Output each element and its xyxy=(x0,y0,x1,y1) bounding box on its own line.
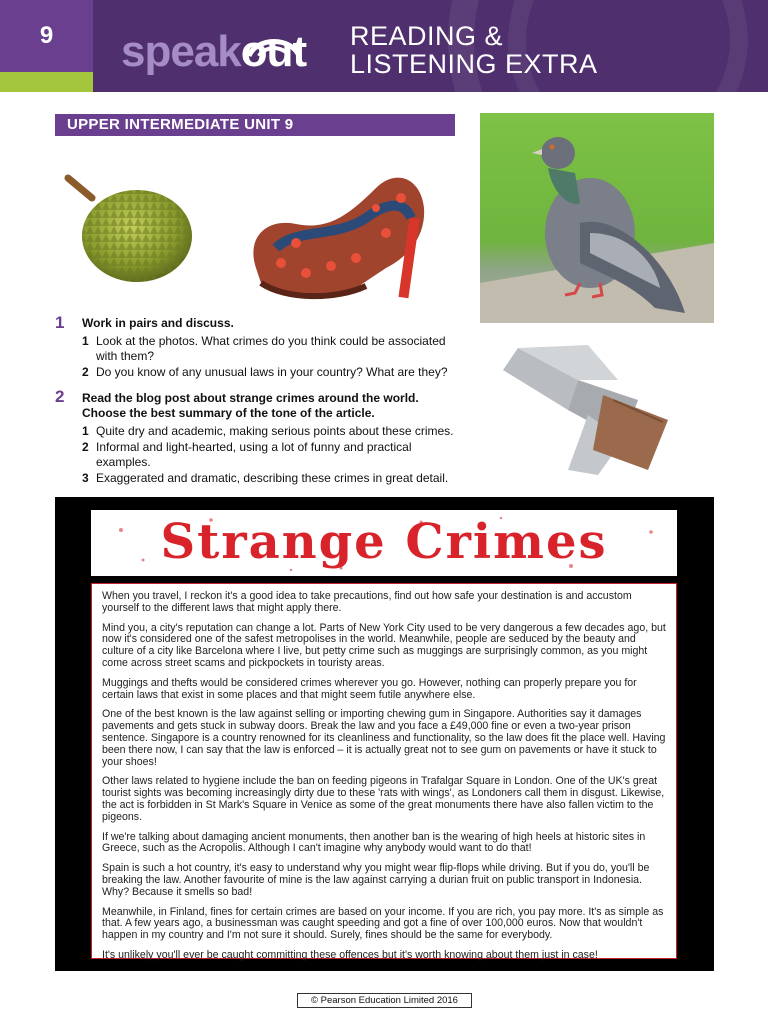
article-paragraph: Meanwhile, in Finland, fines for certain crimes are based on your income. If you are rich, you pay more. It's as simple as that. A few years ago, a businessman was caught speeding and got a fine of over 100,000 euros. Now that wouldn't happen in my country and I'm not sure it should. Surely, fines should be the same for everybody. xyxy=(102,905,664,942)
question-1-item-2: 2 Do you know of any unusual laws in your country? What are they? xyxy=(82,365,448,379)
speakout-logo xyxy=(121,22,306,82)
copyright-footer: © Pearson Education Limited 2016 xyxy=(297,993,472,1008)
question-number-1: 1 xyxy=(55,313,65,332)
unit-heading: UPPER INTERMEDIATE UNIT 9 xyxy=(55,114,455,136)
question-1-item-1: 1 Look at the photos. What crimes do you think could be associated xyxy=(82,334,446,348)
question-number-2: 2 xyxy=(55,387,65,406)
article-body xyxy=(91,583,677,959)
article-paragraph: Mind you, a city's reputation can change a lot. Parts of New York City used to be very dangerous a few decades ago, but now it's considered one of the safest metropolises in the world. Meanwhile, people are seduced by the beauty and culture of a city like Barcelona where I live, but petty crime such as muggings are surprisingly common, as you might come across street scams and pickpockets in touristy areas. xyxy=(102,621,666,669)
question-1-item-1-cont: with them? xyxy=(96,349,155,363)
question-2-option-2: 2 Informal and light-hearted, using a lot of funny and practical xyxy=(82,440,412,454)
question-1-prompt: Work in pairs and discuss. xyxy=(82,316,234,330)
logo-speak: speak xyxy=(121,27,241,76)
pigeon-photo xyxy=(480,113,714,323)
question-2-option-2-cont: examples. xyxy=(96,455,151,469)
logo-out: out xyxy=(240,27,307,76)
section-title xyxy=(350,22,598,78)
article-title-banner xyxy=(91,510,677,576)
accent-strip xyxy=(0,72,93,92)
question-2-prompt-line-2: Choose the best summary of the tone of the article. xyxy=(82,406,375,420)
article-title: Strange Crimes xyxy=(160,514,608,570)
signal-wave-icon xyxy=(239,32,309,58)
section-title-line-1: READING & xyxy=(350,21,504,51)
article-paragraph: Other laws related to hygiene include the ban on feeding pigeons in Trafalgar Square in London. One of the UK's great tourist sights was becoming increasingly dirty due to these 'rats with wings', as Londoners call them in disgust. Likewise, the act is forbidden in St Mark's Square in Venice as some of the great monuments there have also fallen victim to the pigeons. xyxy=(102,775,665,823)
section-title-line-2: LISTENING EXTRA xyxy=(350,49,598,79)
question-2-option-1: 1 Quite dry and academic, making serious points about these crimes. xyxy=(82,424,454,438)
article-paragraph: It's unlikely you'll ever be caught committing these offences but it's worth knowing about them just in case! xyxy=(102,948,598,961)
article-paragraph: Muggings and thefts would be considered crimes wherever you go. However, nothing can properly prepare you for certain laws that exist in some places and that might seem futile anywhere else. xyxy=(102,676,637,701)
durian-fruit-photo xyxy=(62,170,197,290)
article-paragraph: When you travel, I reckon it's a good idea to take precautions, find out how safe your destination is and accustom yourself to the different laws that might apply there. xyxy=(102,590,632,614)
article-paragraph: One of the best known is the law against selling or importing chewing gum in Singapore. Authorities say it damages pavements and gets stuck in subway doors. Break the law and you face a £49,000 fine or even a two-year prison sentence. Singapore is a country renowned for its cleanliness and functionality, so the law does fit the place well. Having been there now, I can say that the law is enforced – it is actually great not to see gum on pavements or have it stuck to your shoes! xyxy=(102,708,666,768)
article-paragraph: If we're talking about damaging ancient monuments, then another ban is the wearing of high heels at historic sites in Greece, such as the Acropolis. Although I can't imagine why anybody would want to do that! xyxy=(102,830,646,855)
question-2-prompt-line-1: Read the blog post about strange crimes around the world. xyxy=(82,391,419,405)
question-2-option-3: 3 Exaggerated and dramatic, describing these crimes in great detail. xyxy=(82,471,449,485)
page-number: 9 xyxy=(0,0,93,72)
pigeon-illustration xyxy=(480,113,714,323)
chewing-gum-photo xyxy=(498,340,678,480)
article-paragraph: Spain is such a hot country, it's easy to understand why you might wear flip-flops while driving. But if you do, you'll be breaking the law. Another favourite of mine is the law against carrying a durian fruit on public transport in Indonesia. Why? Because it smells so bad! xyxy=(102,862,650,898)
high-heel-shoe-photo xyxy=(236,148,436,306)
